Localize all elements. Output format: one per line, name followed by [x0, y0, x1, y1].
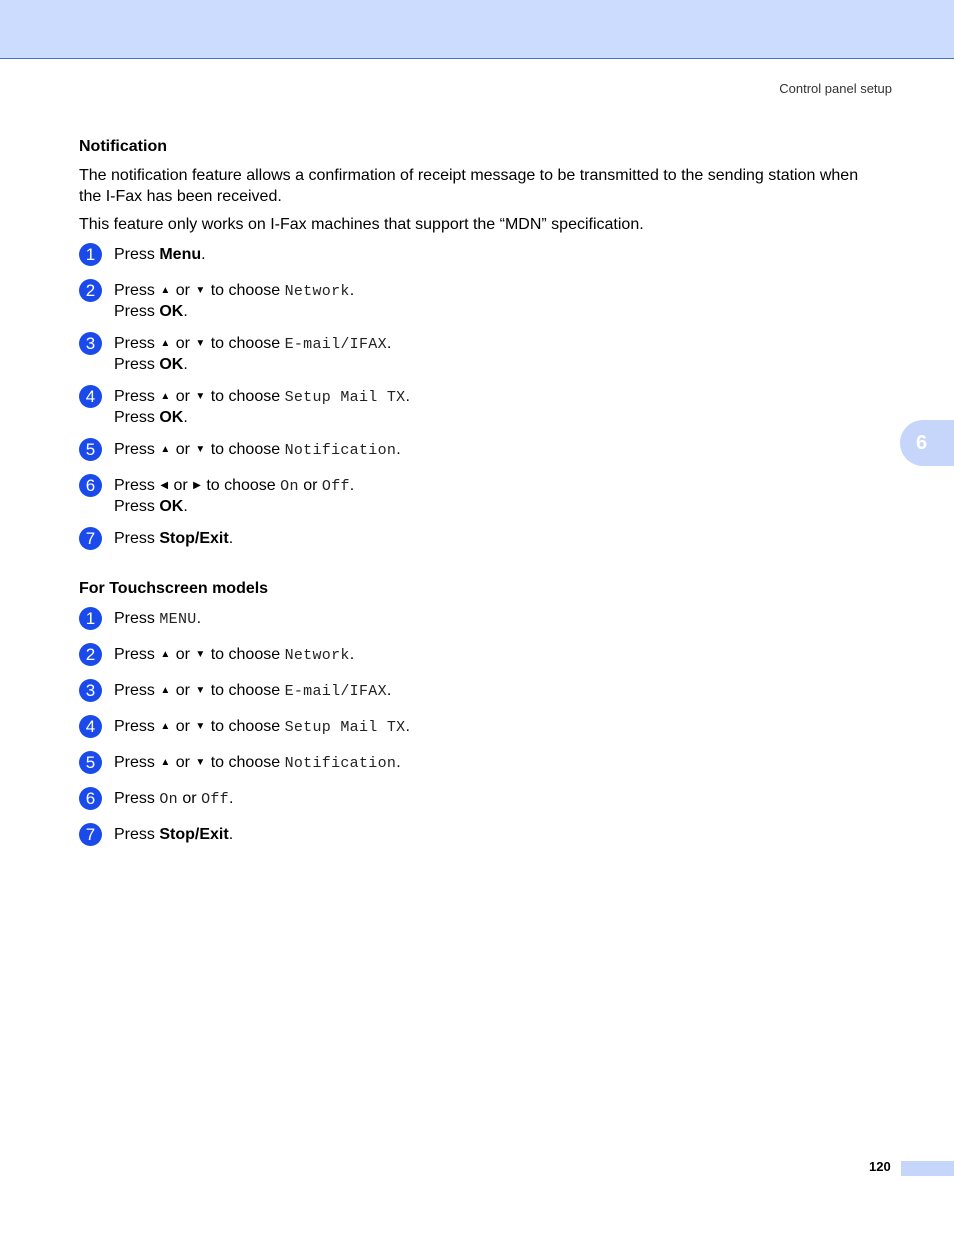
- step-text: [114, 245, 879, 265]
- lcd-option: Network: [284, 647, 350, 664]
- step-number-badge: 6: [79, 787, 102, 810]
- step-number-badge: 7: [79, 823, 102, 846]
- step-text-press: Press: [114, 246, 160, 263]
- step-number-badge: 7: [79, 527, 102, 550]
- step-text-or: or: [171, 388, 195, 405]
- step-item: [79, 681, 879, 705]
- step-text-press: Press: [114, 441, 160, 458]
- arrow-key-icon: ▼: [195, 685, 206, 696]
- step-item: [79, 476, 879, 517]
- step-text-or: or: [298, 477, 322, 494]
- step-number-badge: 1: [79, 243, 102, 266]
- step-text-or: or: [169, 477, 193, 494]
- arrow-key-icon: ▼: [195, 391, 206, 402]
- step-text-or: or: [171, 282, 195, 299]
- step-text-end: .: [228, 530, 234, 547]
- step-text-choose: to choose: [201, 477, 281, 494]
- step-text-or: or: [171, 718, 195, 735]
- step-text-end: .: [183, 356, 188, 373]
- ok-key-label: OK: [159, 409, 184, 426]
- step-text-end: .: [405, 388, 410, 405]
- step-item: [79, 334, 879, 375]
- chapter-tab: 6: [900, 420, 954, 466]
- step-text-end: .: [396, 754, 401, 771]
- step-number-badge: 5: [79, 751, 102, 774]
- step-text: [114, 609, 879, 630]
- step-text-choose: to choose: [206, 682, 285, 699]
- step-text-or: or: [171, 754, 195, 771]
- step-item: [79, 387, 879, 428]
- step-text-end: .: [405, 718, 410, 735]
- notification-description: The notification feature allows a confirmation of receipt message to be transmitted to the sending station when the I-Fax has been received.: [79, 167, 859, 205]
- step-item: [79, 717, 879, 741]
- step-text-press: Press: [114, 282, 160, 299]
- step-key-label: Stop/Exit: [159, 826, 229, 843]
- step-text-line2: [114, 497, 879, 517]
- touchscreen-heading: For Touchscreen models: [79, 580, 269, 597]
- step-text-press: Press: [114, 388, 160, 405]
- step-text-or: or: [171, 441, 195, 458]
- arrow-key-icon: ▲: [160, 685, 171, 696]
- step-text-choose: to choose: [206, 388, 285, 405]
- lcd-option: MENU: [159, 611, 197, 628]
- step-text-end: .: [183, 409, 188, 426]
- step-text-end: .: [228, 826, 234, 843]
- step-text: [114, 281, 879, 302]
- arrow-key-icon: ▲: [160, 757, 171, 768]
- step-text-press: Press: [114, 356, 160, 373]
- step-text-press: Press: [114, 335, 160, 352]
- step-text-choose: to choose: [206, 441, 285, 458]
- step-key-label: Menu: [159, 246, 202, 263]
- lcd-option: E-mail/IFAX: [284, 683, 387, 700]
- arrow-key-icon: ▼: [195, 721, 206, 732]
- step-text-or: or: [177, 790, 202, 807]
- lcd-option: Network: [284, 283, 350, 300]
- step-item: [79, 245, 879, 269]
- step-text-end: .: [196, 610, 202, 627]
- lcd-option: Setup Mail TX: [284, 389, 406, 406]
- step-item: [79, 529, 879, 553]
- step-text: [114, 529, 879, 549]
- arrow-key-icon: ▲: [160, 649, 171, 660]
- step-text-or: or: [171, 682, 195, 699]
- step-text-end: .: [183, 498, 188, 515]
- step-text-choose: to choose: [206, 335, 285, 352]
- step-text-end: .: [349, 477, 355, 494]
- notification-heading: Notification: [79, 138, 167, 155]
- step-text-end: .: [386, 682, 392, 699]
- step-text-press: Press: [114, 530, 160, 547]
- arrow-key-icon: ▶: [193, 480, 201, 491]
- step-text: [114, 440, 879, 461]
- step-text: [114, 753, 879, 774]
- arrow-key-icon: ◀: [160, 480, 169, 491]
- arrow-key-icon: ▼: [195, 757, 206, 768]
- arrow-key-icon: ▼: [195, 444, 206, 455]
- ok-key-label: OK: [159, 498, 184, 515]
- step-text-end: .: [349, 646, 355, 663]
- header-band: [0, 0, 954, 59]
- step-number-badge: 2: [79, 279, 102, 302]
- page-content: [79, 137, 879, 849]
- step-number-badge: 6: [79, 474, 102, 497]
- step-text-press: Press: [114, 610, 160, 627]
- step-number-badge: 3: [79, 332, 102, 355]
- step-text: [114, 387, 879, 408]
- step-item: [79, 825, 879, 849]
- step-text-end: .: [349, 282, 355, 299]
- lcd-option: Setup Mail TX: [284, 719, 406, 736]
- notification-note: This feature only works on I-Fax machines that support the “MDN” specification.: [79, 216, 644, 233]
- step-item: [79, 645, 879, 669]
- step-item: [79, 609, 879, 633]
- arrow-key-icon: ▲: [160, 338, 171, 349]
- step-item: [79, 440, 879, 464]
- page-bar: [901, 1161, 954, 1176]
- step-item: [79, 789, 879, 813]
- step-text-press: Press: [114, 409, 160, 426]
- step-number-badge: 2: [79, 643, 102, 666]
- step-text-press: Press: [114, 754, 160, 771]
- step-number-badge: 1: [79, 607, 102, 630]
- step-number-badge: 4: [79, 715, 102, 738]
- step-text-end: .: [183, 303, 188, 320]
- step-text-choose: to choose: [206, 718, 285, 735]
- arrow-key-icon: ▼: [195, 649, 206, 660]
- step-text-end: .: [386, 335, 392, 352]
- arrow-key-icon: ▲: [160, 721, 171, 732]
- step-text-press: Press: [114, 682, 160, 699]
- arrow-key-icon: ▲: [160, 444, 171, 455]
- step-text-end: .: [228, 790, 234, 807]
- step-text-line2: [114, 355, 879, 375]
- step-text: [114, 825, 879, 845]
- step-text-choose: to choose: [206, 646, 285, 663]
- step-text: [114, 476, 879, 497]
- step-number-badge: 5: [79, 438, 102, 461]
- notification-steps: [79, 245, 879, 553]
- page-number: 120: [869, 1159, 891, 1174]
- step-text: [114, 789, 879, 810]
- step-text-end: .: [396, 441, 401, 458]
- touchscreen-steps: [79, 609, 879, 849]
- step-item: [79, 281, 879, 322]
- step-text-end: .: [201, 246, 206, 263]
- step-text: [114, 681, 879, 702]
- lcd-option: Off: [201, 791, 229, 808]
- step-text-press: Press: [114, 718, 160, 735]
- step-text-press: Press: [114, 477, 160, 494]
- lcd-option: On: [280, 478, 299, 495]
- lcd-option: On: [159, 791, 178, 808]
- section-label: Control panel setup: [779, 81, 892, 96]
- step-text-press: Press: [114, 646, 160, 663]
- lcd-option: Notification: [284, 442, 397, 459]
- step-text-or: or: [171, 646, 195, 663]
- step-number-badge: 4: [79, 385, 102, 408]
- arrow-key-icon: ▲: [160, 391, 171, 402]
- step-text-choose: to choose: [206, 754, 285, 771]
- step-text: [114, 717, 879, 738]
- step-key-label: Stop/Exit: [159, 530, 229, 547]
- step-text-press: Press: [114, 826, 160, 843]
- arrow-key-icon: ▲: [160, 285, 171, 296]
- lcd-option: Notification: [284, 755, 397, 772]
- lcd-option: Off: [321, 478, 350, 495]
- step-text-line2: [114, 408, 879, 428]
- step-text-press: Press: [114, 498, 160, 515]
- step-text-or: or: [171, 335, 195, 352]
- lcd-option: E-mail/IFAX: [284, 336, 387, 353]
- step-text: [114, 645, 879, 666]
- step-number-badge: 3: [79, 679, 102, 702]
- arrow-key-icon: ▼: [195, 338, 206, 349]
- ok-key-label: OK: [159, 356, 184, 373]
- step-text-press: Press: [114, 303, 160, 320]
- arrow-key-icon: ▼: [195, 285, 206, 296]
- step-text-press: Press: [114, 790, 160, 807]
- step-text-choose: to choose: [206, 282, 285, 299]
- step-text: [114, 334, 879, 355]
- ok-key-label: OK: [159, 303, 184, 320]
- step-item: [79, 753, 879, 777]
- step-text-line2: [114, 302, 879, 322]
